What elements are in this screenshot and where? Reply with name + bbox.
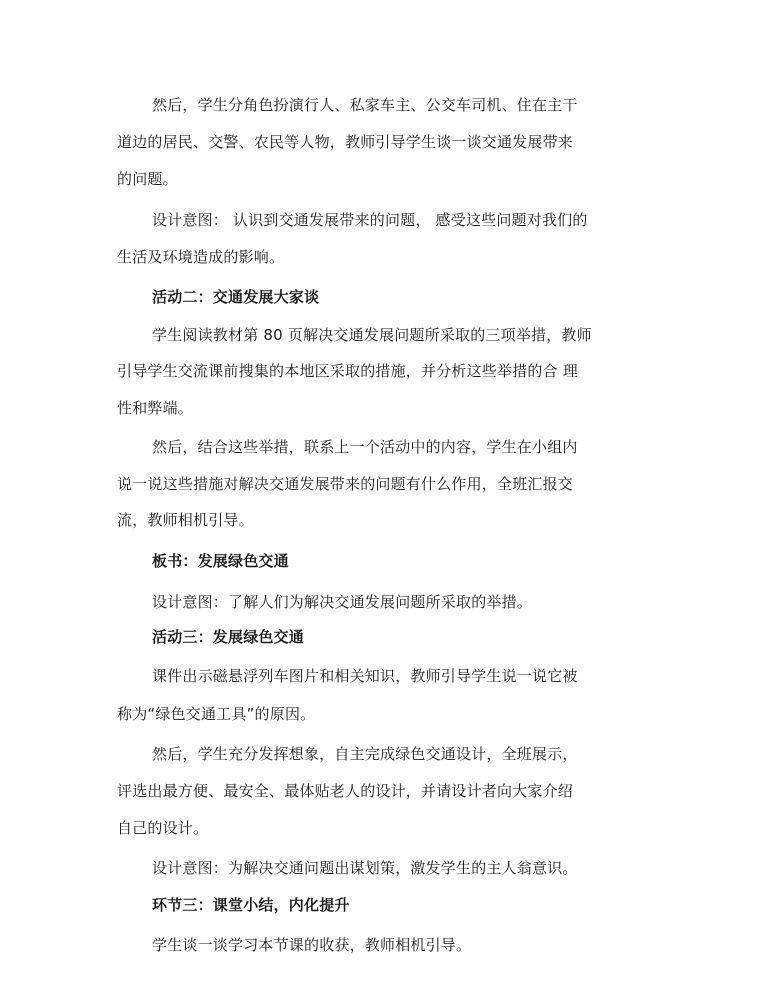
section-heading: 板书：发展绿色交通 <box>152 552 289 570</box>
section-heading: 环节三：课堂小结，内化提升 <box>152 896 350 914</box>
paragraph-line: 设计意图：了解人们为解决交通发展问题所采取的举措。 <box>152 593 533 611</box>
section-heading: 活动二：交通发展大家谈 <box>152 288 320 306</box>
paragraph-line: 引导学生交流课前搜集的本地区采取的措施，并分析这些举措的合 理 <box>117 362 578 380</box>
paragraph-line: 生活及环境造成的影响。 <box>117 248 285 266</box>
paragraph-line: 设计意图：为解决交通问题出谋划策，激发学生的主人翁意识。 <box>152 859 578 877</box>
paragraph-line: 评选出最方便、最安全、最体贴老人的设计，并请设计者向大家介绍 <box>117 782 574 800</box>
paragraph-line: 自己的设计。 <box>117 819 209 837</box>
paragraph-line: 的问题。 <box>117 170 178 188</box>
paragraph-line: 说一说这些措施对解决交通发展带来的问题有什么作用，全班汇报交 <box>117 475 574 493</box>
paragraph-line: 道边的居民、交警、农民等人物，教师引导学生谈一谈交通发展带来 <box>117 133 574 151</box>
paragraph-line: 学生谈一谈学习本节课的收获，教师相机引导。 <box>152 936 472 954</box>
paragraph-line: 然后，学生充分发挥想象，自主完成绿色交通设计，全班展示， <box>152 745 578 763</box>
paragraph-line: 然后，学生分角色扮演行人、私家车主、公交车司机、住在主干 <box>152 96 578 114</box>
paragraph-line: 然后，结合这些举措，联系上一个活动中的内容，学生在小组内 <box>152 438 578 456</box>
paragraph-line: 性和弊端。 <box>117 399 194 417</box>
paragraph-line: 学生阅读教材第 80 页解决交通发展问题所采取的三项举措，教师 <box>152 326 592 344</box>
paragraph-line: 流，教师相机引导。 <box>117 511 254 529</box>
paragraph-line: 称为“绿色交通工具”的原因。 <box>117 705 316 723</box>
paragraph-line: 设计意图： 认识到交通发展带来的问题， 感受这些问题对我们的 <box>152 211 588 229</box>
paragraph-line: 课件出示磁悬浮列车图片和相关知识，教师引导学生说一说它被 <box>152 667 578 685</box>
section-heading: 活动三：发展绿色交通 <box>152 628 305 646</box>
